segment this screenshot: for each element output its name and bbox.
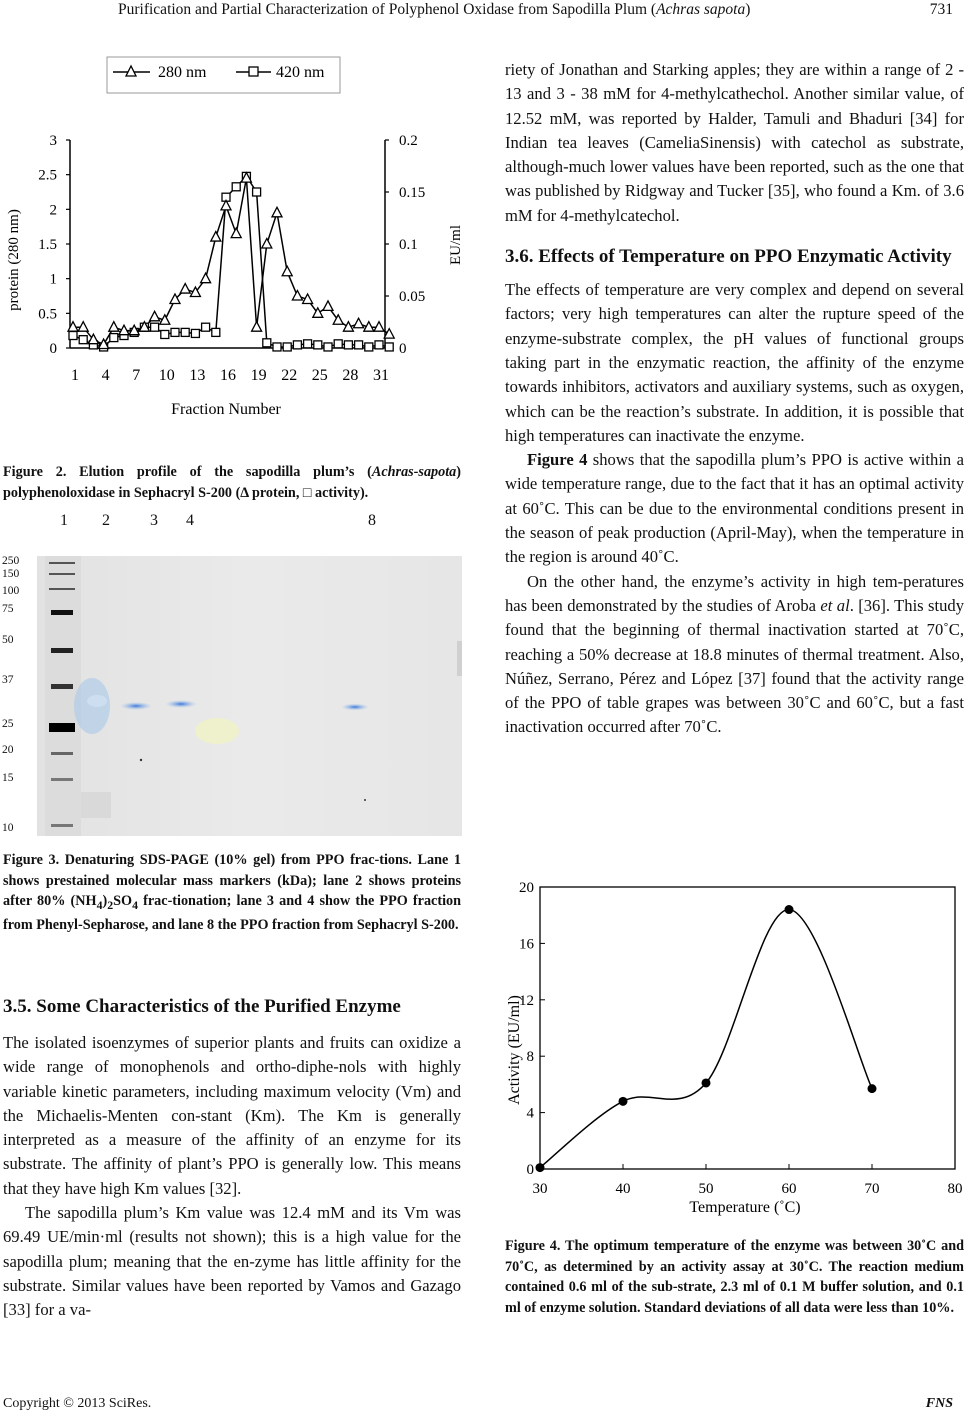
point-420 [365,343,373,351]
y-axis-label: Activity (EU/ml) [506,995,523,1105]
mw-label: 50 [2,634,14,646]
y2-tick-label: 0 [399,341,407,357]
x-tick-label: 31 [373,367,389,384]
point-420 [181,328,189,336]
x-tick-label: 4 [101,367,110,384]
figure-2-caption: Figure 2. Elution profile of the sapodilla plum’s (Achras-sapota) polyphenoloxidase in Sephacryl S-200 (Δ protein, □ activity). [3,464,461,501]
y-tick-label: 1 [49,271,57,288]
point-420 [304,340,312,348]
x-tick-label: 10 [158,367,175,384]
gel-image [37,556,462,836]
point-280 [323,301,333,311]
page-number: 731 [929,1,953,18]
lane-3-band [120,702,152,710]
point-420 [232,183,240,191]
point-420 [212,328,220,336]
y-tick-label: 0 [49,341,57,357]
paragraph: riety of Jonathan and Starking apples; they are within a range of 2 - 13 and 3 - 38 mM for 4-methylcathechol. Another similar value, of 12.52 mM, was reported by Halder, Tamuli and Bhaduri [34] for Indian tea leaves (CameliaSinensis) with catechol as substrate, although-much lower values have been reported, such as the one that was published by Ridgway and Tucker [35], who found a Km. of 3.6 mM for 4-methylcatechol. [505,60,964,225]
point-420 [151,323,159,331]
plot-frame [540,887,955,1169]
data-point [868,1084,877,1093]
footer-journal: FNS [925,1396,953,1411]
point-420 [334,340,342,348]
x-tick-label: 22 [281,367,298,384]
figure-4-temperature-chart [495,870,965,1220]
point-420 [161,330,169,338]
point-280 [211,232,221,242]
lane-4-band [165,700,197,708]
series-line-280 [73,178,389,344]
running-header [0,0,965,24]
point-420 [283,343,291,351]
point-420 [375,341,383,349]
y-tick-label: 8 [526,1049,534,1066]
x-tick-label: 19 [250,367,267,384]
lane-number: 1 [60,512,68,529]
data-point [702,1078,711,1087]
y-tick-label: 20 [519,880,534,896]
paragraph: The sapodilla plum’s Km value was 12.4 mM and its Vm was 69.49 UE/min·ml (results not shown); this is a high value for the sapodilla plum; meaning that the en-zyme has little affinity for the substrate. Similar values have been reported by Vamos and Gazago [33] for a va- [3,1203,461,1320]
right-column-text [505,58,964,740]
y2-tick-label: 0.1 [399,237,418,253]
paragraph: The isolated isoenzymes of superior plants and fruits can oxidize a wide range of monophenols and ortho-diphe-nols with highly variable kinetic parameters, including maximum velocity (Vm) and the Michaelis-Menten con-stant (Km). The Km is generally interpreted as a measure of the affinity of an enzyme for its substrate. The affinity of plant’s PPO is generally low. This means that they have high Km values [32]. [3,1033,461,1198]
y-tick-label: 3 [49,133,57,149]
chart-axes [519,880,963,1197]
x-tick-label: 25 [311,367,328,384]
lane-number: 3 [150,512,158,529]
point-420 [253,188,261,196]
figure-3-caption: Figure 3. Denaturing SDS-PAGE (10% gel) from PPO frac-tions. Lane 1 shows prestained molecular mass markers (kDa); lane 2 shows proteins after 80% $(NH_4)_2SO_4$ frac-tionation; lane 3 and 4 show the PPO fraction from Phenyl-Sepharose, and lane 8 the PPO fraction from Sephacryl S-200. [3,852,461,934]
mw-label: 100 [2,585,20,597]
mw-label: 37 [2,674,14,686]
y-tick-label: 4 [526,1105,534,1122]
x-tick-label: 80 [947,1181,963,1197]
point-280 [201,273,211,283]
lane-8-band [341,704,369,711]
mw-label: 150 [2,568,20,580]
mw-label: 25 [2,718,14,730]
section-heading: 3.5. Some Characteristics of the Purified Enzyme [3,996,401,1017]
x-tick-label: 30 [532,1181,548,1197]
y-tick-label: 12 [519,992,534,1009]
mw-label: 10 [2,822,14,834]
y-tick-label: 16 [519,936,534,953]
mw-label: 15 [2,772,14,784]
x-tick-label: 1 [71,367,79,384]
point-280 [262,239,272,249]
point-420 [293,341,301,349]
point-280 [231,228,241,238]
figure-4-caption: Figure 4. The optimum temperature of the enzyme was between 30˚C and 70˚C, as determined by an activity assay at 30˚C. The reaction medium contained 0.6 ml of the sub-strate, 2.3 ml of 0.1 M buffer solution, and 0.1 ml of enzyme solution. Standard deviations of all data were less than 10%. [505,1238,964,1316]
legend-label-280: 280 nm [158,64,207,81]
point-280 [109,322,119,332]
lane-number: 8 [368,512,376,529]
x-tick-label: 50 [698,1181,714,1197]
data-point [536,1163,545,1172]
point-420 [110,334,118,342]
y-axis-label-right: EU/ml [448,225,464,265]
section-heading: 3.6. Effects of Temperature on PPO Enzymatic Activity [505,246,952,268]
point-280 [282,266,292,276]
paragraph: The effects of temperature are very complex and depend on several factors; very high temperatures can alter the rupture speed of the enzyme-substrate complex, the pH values of functional groups taking part in the enzymatic reaction, the affinity of the enzyme towards inhibitors, activators and auxiliary systems, such as oxygen, which can be the reaction’s substrate. In addition, it is possible that high temperatures can inactivate the enzyme. [505,280,964,445]
point-420 [344,341,352,349]
figure-2-elution-chart [0,50,470,422]
y2-tick-label: 0.15 [399,185,426,201]
y2-tick-label: 0.2 [399,133,418,149]
y2-tick-label: 0.05 [399,289,426,305]
section-3-5 [3,995,461,1323]
x-tick-label: 60 [781,1181,797,1197]
chart-series [68,172,394,351]
x-tick-label: 13 [189,367,206,384]
series-line [540,910,872,1168]
y-axis-label-left: protein (280 nm) [6,209,22,311]
point-280 [150,311,160,321]
lane-number: 2 [102,512,110,529]
data-point [619,1097,628,1106]
y-tick-label: 0.5 [38,306,57,323]
y-tick-label: 0 [526,1162,534,1178]
data-point [785,905,794,914]
paragraph: Figure 4 shows that the sapodilla plum’s PPO is active within a wide temperature range, due to the fact that it has an optimal activity at 60˚C. This can be due to the environmental conditions present in the season of peak production (April-May), when the temperature in the region is around 40˚C. [505,450,964,567]
chart-legend [107,57,340,93]
point-420 [385,343,393,351]
x-tick-label: 70 [864,1181,880,1197]
y-tick-label: 2.5 [38,167,57,184]
mw-label: 250 [2,555,20,567]
legend-square-marker [249,67,258,76]
running-title: Purification and Partial Characterization of Polyphenol Oxidase from Sapodilla Plum (Achras sapota) [118,1,751,18]
point-420 [202,323,210,331]
point-420 [191,329,199,337]
point-420 [324,343,332,351]
y-tick-label: 2 [49,202,57,219]
point-280 [180,284,190,294]
point-420 [314,341,322,349]
mw-label: 75 [2,603,14,615]
point-420 [273,343,281,351]
point-280 [252,322,262,332]
point-420 [263,339,271,347]
legend-label-420: 420 nm [276,64,325,81]
x-axis-label: Fraction Number [171,401,281,418]
x-axis-label: Temperature (˚C) [689,1199,801,1216]
x-tick-label: 28 [342,367,359,384]
point-420 [79,336,87,344]
yellow-smear [195,718,239,744]
point-420 [69,332,77,340]
y-tick-label: 1.5 [38,237,57,253]
point-280 [272,207,282,217]
point-420 [355,341,363,349]
chart-series [536,905,877,1172]
x-tick-label: 16 [220,367,236,384]
point-280 [354,318,364,328]
lane-number: 4 [186,512,194,529]
footer-copyright: Copyright © 2013 SciRes. [3,1396,152,1411]
x-tick-label: 7 [132,367,141,384]
mw-label: 20 [2,744,14,756]
x-tick-label: 40 [615,1181,631,1197]
point-280 [292,291,302,301]
point-420 [171,328,179,336]
paragraph: On the other hand, the enzyme’s activity in high tem-peratures has been demonstrated by the studies of Aroba et al. [36]. This study found that the beginning of thermal inactivation started at 70˚C, reaching a 50% decrease at 18.8 minutes of thermal treatment. Also, Núñez, Serrano, Pérez and López [37] found that the activity range of the PPO of table grapes was between 30˚C and 60˚C, but a fast inactivation occurred after 70˚C. [505,571,964,737]
